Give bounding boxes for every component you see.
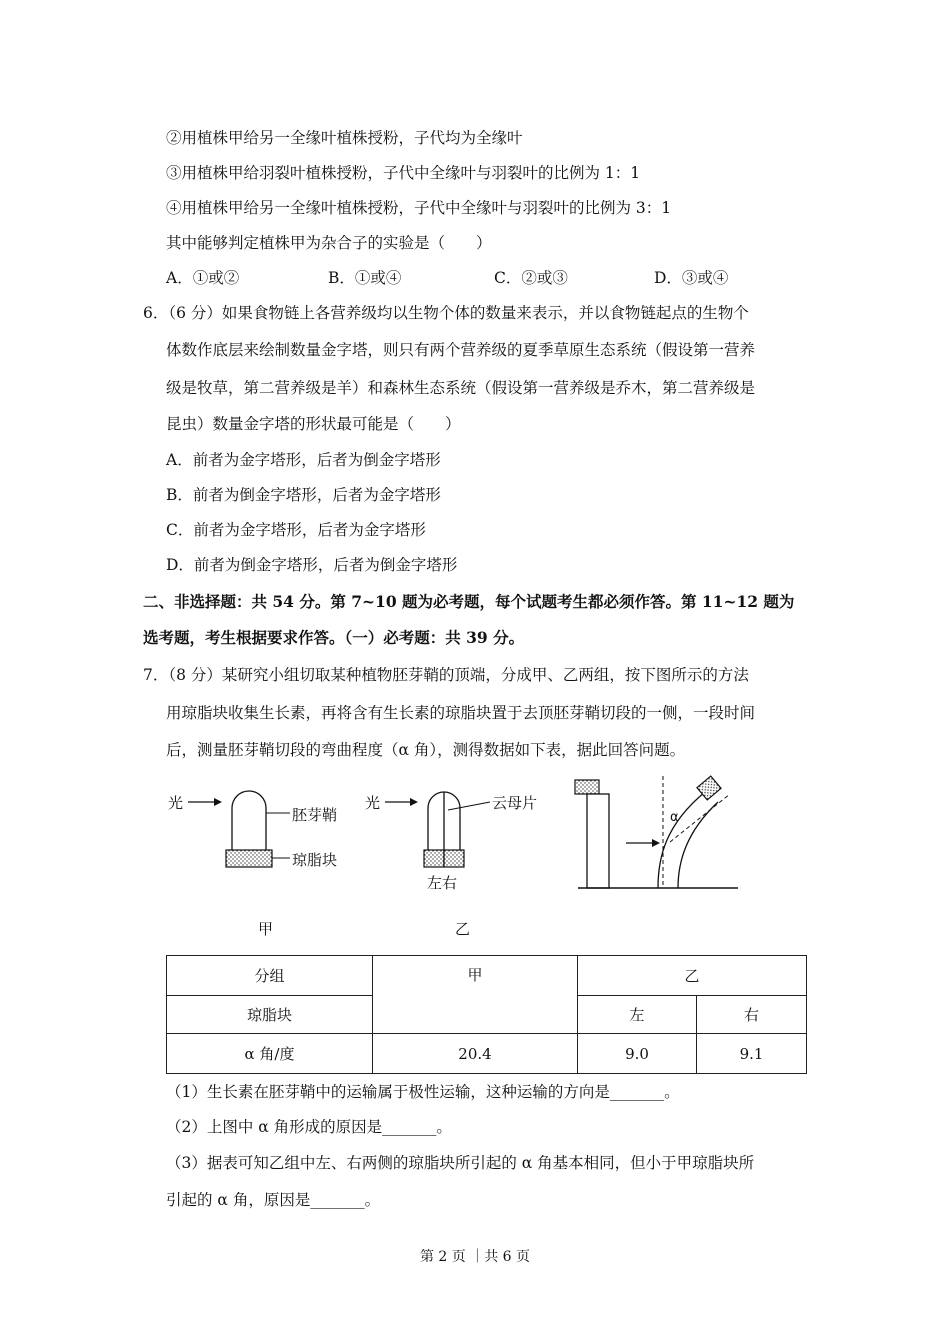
- bent-coleoptile-left-edge: [658, 792, 705, 888]
- mica-label: 云母片: [492, 794, 538, 812]
- q6-option-a: A．前者为金字塔形，后者为倒金字塔形: [166, 451, 441, 469]
- q6-option-c: C．前者为金字塔形，后者为金字塔形: [166, 521, 426, 539]
- left-right-label: 左右: [427, 874, 458, 892]
- q7-line-1: 7．（8 分）某研究小组切取某种植物胚芽鞘的顶端，分成甲、乙两组，按下图所示的方法: [143, 666, 749, 684]
- table-value-right: 9.1: [697, 1034, 807, 1074]
- section2-line-2: 选考题，考生根据要求作答。（一）必考题：共 39 分。: [143, 628, 525, 647]
- q7-subq-3-cont: 引起的 α 角，原因是_______。: [166, 1191, 381, 1209]
- q7-figure: [160, 770, 760, 945]
- q7-subq-3: （3）据表可知乙组中左、右两侧的琼脂块所引起的 α 角基本相同，但小于甲琼脂块所: [166, 1154, 755, 1172]
- light-label-b: 光: [365, 794, 381, 812]
- light-label-a: 光: [168, 794, 184, 812]
- q7-subq-2: （2）上图中 α 角形成的原因是_______。: [166, 1118, 452, 1136]
- agar-on-stump: [575, 780, 599, 794]
- section2-line-1: 二、非选择题：共 54 分。第 7~10 题为必考题，每个试题考生都必须作答。第 11~12 题为: [143, 592, 795, 611]
- q5-option-a: A．①或②: [166, 269, 240, 287]
- q5-stem: 其中能够判定植株甲为杂合子的实验是（ ）: [166, 234, 492, 252]
- agar-label: 琼脂块: [292, 851, 338, 869]
- table-value-jia: 20.4: [373, 1034, 578, 1074]
- arrow-icon: [385, 798, 418, 806]
- q7-data-table: [166, 955, 807, 1074]
- bent-coleoptile-right-edge: [678, 802, 718, 888]
- q6-option-d: D．前者为倒金字塔形，后者为倒金字塔形: [166, 556, 458, 574]
- coleoptile-label: 胚芽鞘: [292, 806, 338, 824]
- table-header-right: 右: [697, 996, 807, 1034]
- arrow-icon: [626, 839, 660, 847]
- q6-line-4: 昆虫）数量金字塔的形状最可能是（ ）: [166, 415, 461, 433]
- table-row-agar: 琼脂块: [167, 996, 373, 1034]
- q7-line-3: 后，测量胚芽鞘切段的弯曲程度（α 角），测得数据如下表，据此回答问题。: [166, 741, 686, 759]
- q7-line-2: 用琼脂块收集生长素，再将含有生长素的琼脂块置于去顶胚芽鞘切段的一侧，一段时间: [166, 704, 756, 722]
- q7-figure-drawing: [160, 770, 760, 900]
- page-footer: 第 2 页 ｜共 6 页: [419, 1249, 531, 1265]
- agar-block-a: [226, 850, 272, 867]
- q5-option-d: D．③或④: [654, 269, 729, 287]
- figure-label-jia: 甲: [258, 920, 274, 938]
- agar-block-left: [424, 850, 444, 867]
- table-row-angle: α 角/度: [167, 1034, 373, 1074]
- coleoptile-a: [232, 791, 266, 850]
- q5-item-2: ②用植株甲给另一全缘叶植株授粉，子代均为全缘叶: [166, 129, 523, 147]
- table-header-group: 分组: [167, 956, 373, 996]
- tilted-reference: [670, 794, 730, 842]
- figure-label-yi: 乙: [455, 920, 471, 938]
- arrow-icon: [188, 798, 222, 806]
- stump-straight: [587, 794, 609, 888]
- alpha-label: α: [670, 810, 679, 825]
- table-header-left: 左: [578, 996, 697, 1034]
- q7-subq-1: （1）生长素在胚芽鞘中的运输属于极性运输，这种运输的方向是_______。: [166, 1083, 680, 1101]
- q6-option-b: B．前者为倒金字塔形，后者为金字塔形: [166, 486, 441, 504]
- q6-line-1: 6．（6 分）如果食物链上各营养级均以生物个体的数量来表示，并以食物链起点的生物个: [143, 304, 749, 322]
- table-header-jia: 甲: [373, 956, 578, 1034]
- q6-line-3: 级是牧草，第二营养级是羊）和森林生态系统（假设第一营养级是乔木，第二营养级是: [166, 379, 756, 397]
- q5-item-4: ④用植株甲给另一全缘叶植株授粉，子代中全缘叶与羽裂叶的比例为 3：1: [166, 199, 672, 217]
- table-header-yi: 乙: [578, 956, 807, 996]
- q6-line-2: 体数作底层来绘制数量金字塔，则只有两个营养级的夏季草原生态系统（假设第一营养: [166, 341, 756, 359]
- q5-option-c: C．②或③: [494, 269, 568, 287]
- q5-option-b: B．①或④: [328, 269, 402, 287]
- table-value-left: 9.0: [578, 1034, 697, 1074]
- q5-item-3: ③用植株甲给羽裂叶植株授粉，子代中全缘叶与羽裂叶的比例为 1：1: [166, 164, 641, 182]
- agar-block-right: [444, 850, 464, 867]
